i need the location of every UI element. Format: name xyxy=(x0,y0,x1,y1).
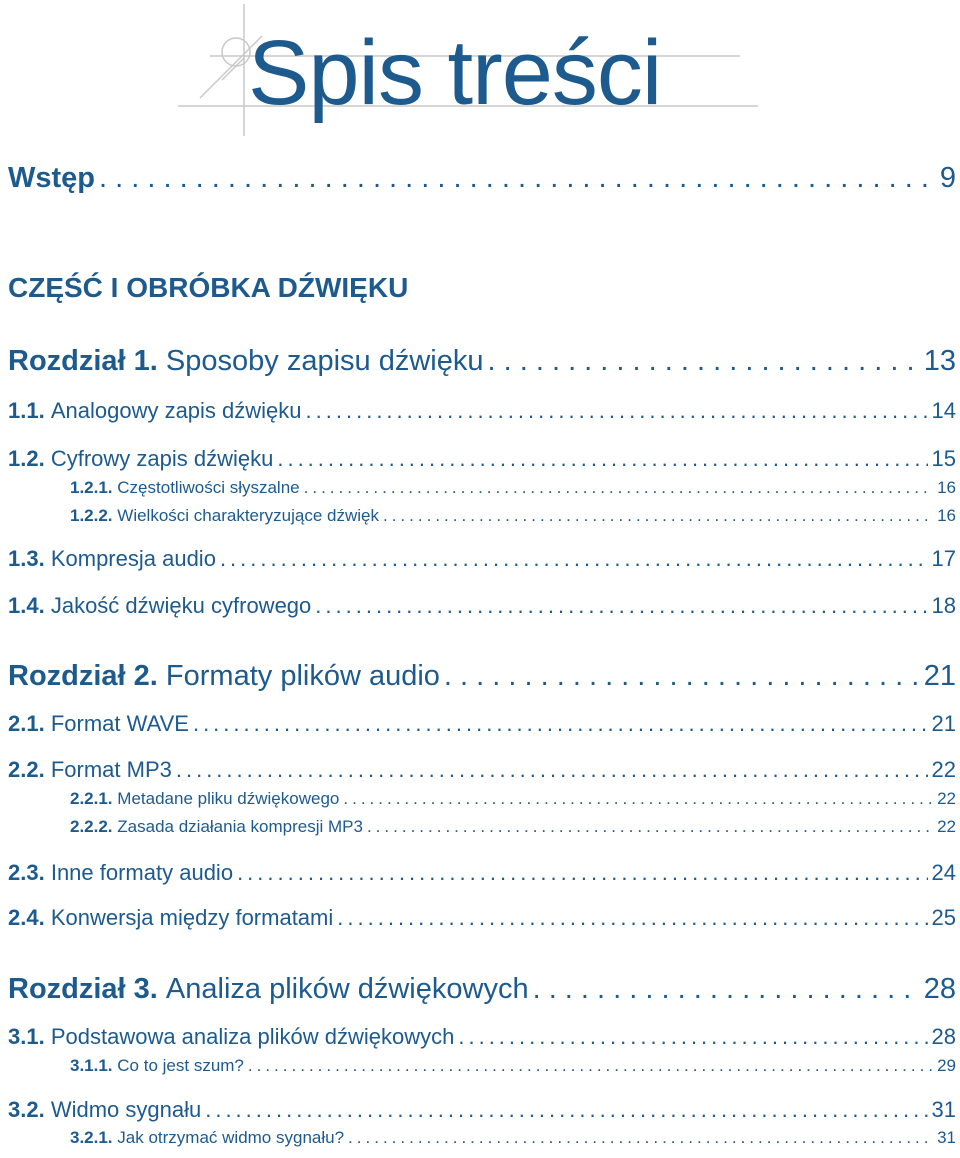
toc-subsection[interactable] xyxy=(70,506,956,526)
section-title: Jakość dźwięku cyfrowego xyxy=(50,593,312,618)
section-number: 2.4. xyxy=(8,905,45,930)
entry-page: 16 xyxy=(937,478,956,497)
entry-page: 9 xyxy=(939,162,956,194)
subsection-number: 3.2.1. xyxy=(70,1128,113,1147)
entry-page: 31 xyxy=(931,1097,956,1122)
leader-dots xyxy=(533,973,920,1006)
subsection-number: 2.2.2. xyxy=(70,817,113,836)
section-title: Format MP3 xyxy=(50,757,172,782)
entry-page: 13 xyxy=(923,345,956,377)
section-title: Inne formaty audio xyxy=(50,860,234,885)
chapter-number: Rozdział 2. xyxy=(8,660,158,692)
section-number: 2.1. xyxy=(8,711,45,736)
toc-section[interactable] xyxy=(8,1097,956,1123)
subsection-number: 1.2.2. xyxy=(70,506,113,525)
leader-dots xyxy=(315,593,927,619)
subsection-title: Jak otrzymać widmo sygnału? xyxy=(117,1128,345,1147)
entry-page: 18 xyxy=(931,593,956,618)
entry-page: 22 xyxy=(931,757,956,782)
section-number: 1.1. xyxy=(8,398,45,423)
leader-dots xyxy=(367,817,933,837)
section-number: 1.2. xyxy=(8,446,45,471)
leader-dots xyxy=(337,905,927,931)
entry-page: 22 xyxy=(937,817,956,836)
entry-page: 28 xyxy=(923,973,956,1005)
subsection-title: Zasada działania kompresji MP3 xyxy=(117,817,363,836)
entry-page: 29 xyxy=(937,1056,956,1075)
leader-dots xyxy=(343,789,933,809)
section-title: Kompresja audio xyxy=(50,546,216,571)
entry-page: 21 xyxy=(931,711,956,736)
toc-section[interactable] xyxy=(8,446,956,472)
subsection-title: Częstotliwości słyszalne xyxy=(117,478,300,497)
subsection-number: 1.2.1. xyxy=(70,478,113,497)
leader-dots xyxy=(248,1056,933,1076)
toc-chapter-3[interactable] xyxy=(8,973,956,1006)
section-number: 3.2. xyxy=(8,1097,45,1122)
toc-section[interactable] xyxy=(8,860,956,886)
section-number: 2.3. xyxy=(8,860,45,885)
page-title: Spis treści xyxy=(248,22,662,124)
chapter-number: Rozdział 3. xyxy=(8,973,158,1005)
leader-dots xyxy=(99,162,936,195)
leader-dots xyxy=(458,1024,927,1050)
chapter-number: Rozdział 1. xyxy=(8,345,158,377)
part-heading: CZĘŚĆ I OBRÓBKA DŹWIĘKU xyxy=(8,272,409,303)
entry-page: 28 xyxy=(931,1024,956,1049)
subsection-title: Metadane pliku dźwiękowego xyxy=(117,789,340,808)
toc-section[interactable] xyxy=(8,398,956,424)
toc-subsection[interactable] xyxy=(70,478,956,498)
entry-page: 16 xyxy=(937,506,956,525)
leader-dots xyxy=(220,546,928,572)
section-title: Konwersja między formatami xyxy=(50,905,334,930)
chapter-title: Sposoby zapisu dźwięku xyxy=(165,345,484,377)
chapter-title: Analiza plików dźwiękowych xyxy=(165,973,529,1005)
entry-page: 17 xyxy=(931,546,956,571)
leader-dots xyxy=(193,711,928,737)
subsection-title: Co to jest szum? xyxy=(117,1056,244,1075)
section-title: Widmo sygnału xyxy=(50,1097,202,1122)
section-title: Analogowy zapis dźwięku xyxy=(50,398,302,423)
leader-dots xyxy=(488,345,920,378)
toc-subsection[interactable] xyxy=(70,1128,956,1148)
leader-dots xyxy=(383,506,933,526)
chapter-title: Formaty plików audio xyxy=(165,660,440,692)
section-title: Format WAVE xyxy=(50,711,189,736)
subsection-number: 3.1.1. xyxy=(70,1056,113,1075)
entry-page: 25 xyxy=(931,905,956,930)
toc-section[interactable] xyxy=(8,757,956,783)
toc-chapter-1[interactable] xyxy=(8,345,956,378)
leader-dots xyxy=(176,757,928,783)
section-title: Cyfrowy zapis dźwięku xyxy=(50,446,274,471)
toc-section[interactable] xyxy=(8,711,956,737)
section-number: 2.2. xyxy=(8,757,45,782)
subsection-number: 2.2.1. xyxy=(70,789,113,808)
entry-page: 31 xyxy=(937,1128,956,1147)
leader-dots xyxy=(444,660,920,693)
leader-dots xyxy=(306,398,928,424)
entry-page: 21 xyxy=(923,660,956,692)
subsection-title: Wielkości charakteryzujące dźwięk xyxy=(117,506,379,525)
section-title: Podstawowa analiza plików dźwiękowych xyxy=(50,1024,455,1049)
toc-section[interactable] xyxy=(8,905,956,931)
leader-dots xyxy=(277,446,927,472)
page-header xyxy=(0,0,960,140)
leader-dots xyxy=(304,478,933,498)
toc-section[interactable] xyxy=(8,546,956,572)
entry-page: 15 xyxy=(931,446,956,471)
toc-section[interactable] xyxy=(8,593,956,619)
entry-page: 14 xyxy=(931,398,956,423)
toc-section[interactable] xyxy=(8,1024,956,1050)
entry-page: 24 xyxy=(931,860,956,885)
leader-dots xyxy=(237,860,927,886)
leader-dots xyxy=(348,1128,933,1148)
toc-subsection[interactable] xyxy=(70,789,956,809)
toc-subsection[interactable] xyxy=(70,817,956,837)
section-number: 1.3. xyxy=(8,546,45,571)
entry-page: 22 xyxy=(937,789,956,808)
toc-subsection[interactable] xyxy=(70,1056,956,1076)
section-number: 3.1. xyxy=(8,1024,45,1049)
toc-chapter-2[interactable] xyxy=(8,660,956,693)
section-number: 1.4. xyxy=(8,593,45,618)
toc-entry-intro[interactable] xyxy=(8,162,956,195)
leader-dots xyxy=(205,1097,927,1123)
entry-label: Wstęp xyxy=(8,162,95,194)
